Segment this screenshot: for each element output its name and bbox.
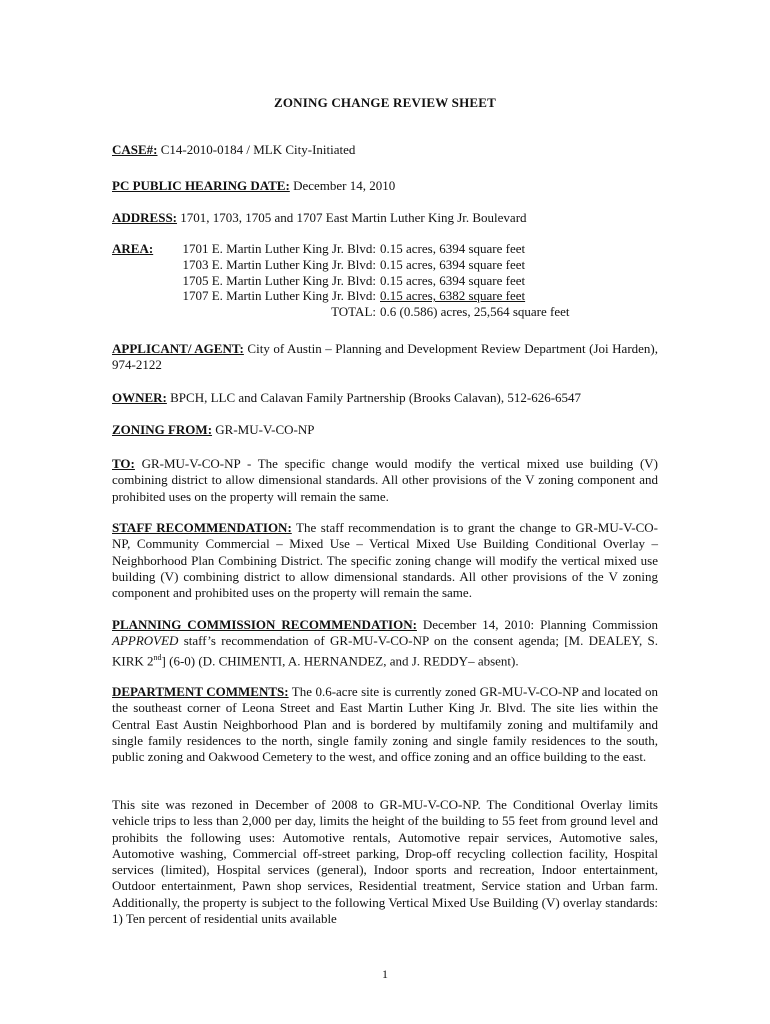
history-paragraph: This site was rezoned in December of 2008 to GR-MU-V-CO-NP. The Conditional Overlay limits vehicle trips to less than 2,000 per day, limits the height of the building to 55 feet from ground level and prohibits the following uses: Automotive rentals, Automotive repair services, Automotive sales, Automotive washing, Commercial off-street parking, Drop-off recycling collection facility, Hospital services (limited), Hospital services (general), Indoor sports and recreation, Indoor entertainment, Outdoor entertainment, Pawn shop services, Residential treatment, Service station and Urban farm. Additionally, the property is subject to the following Vertical Mixed Use Building (V) overlay standards: 1) Ten percent of residential units available	[112, 797, 658, 927]
zoning-from-value: GR-MU-V-CO-NP	[212, 422, 315, 437]
planning-commission-text: ] (6-0) (D. CHIMENTI, A. HERNANDEZ, and J. REDDY– absent).	[161, 652, 519, 668]
staff-recommendation-value: The staff recommendation is to grant the change to GR-MU-V-CO-NP, Community Commercial – Mixed Use – Vertical Mixed Use Building Conditional Overlay – Neighborhood Plan Combining District. The specific zoning change will modify the vertical mixed use building (V) combining district to allow dimensional standards. All other provisions of the V zoning component and prohibited uses on the property will remain the same.	[112, 520, 658, 601]
area-size: 0.15 acres, 6382 square feet	[380, 288, 526, 304]
area-total-value: 0.6 (0.586) acres, 25,564 square feet	[380, 304, 570, 320]
area-address: 1707 E. Martin Luther King Jr. Blvd:	[182, 288, 376, 304]
department-comments-label: DEPARTMENT COMMENTS:	[112, 684, 289, 699]
planning-commission-text: December 14, 2010: Planning Commission	[416, 617, 658, 632]
applicant-paragraph	[112, 341, 658, 374]
case-line	[112, 142, 355, 158]
owner-line	[112, 390, 581, 406]
area-row	[112, 241, 570, 257]
owner-label: OWNER:	[112, 390, 167, 405]
planning-commission-text: staff’s recommendation of GR-MU-V-CO-NP on the consent agenda; [M. DEALEY, S. KIRK 2	[112, 633, 658, 668]
area-size: 0.15 acres, 6394 square feet	[380, 241, 526, 256]
department-comments-paragraph	[112, 684, 658, 765]
applicant-label: APPLICANT/ AGENT:	[112, 341, 244, 356]
hearing-date-value: December 14, 2010	[289, 178, 396, 193]
page-number: 1	[382, 967, 388, 981]
area-label: AREA:	[112, 241, 154, 256]
planning-commission-paragraph	[112, 617, 658, 669]
area-address: 1705 E. Martin Luther King Jr. Blvd:	[182, 272, 376, 288]
area-size: 0.15 acres, 6394 square feet	[380, 256, 526, 272]
ordinal-suffix: nd	[153, 652, 162, 662]
case-label: CASE#:	[112, 142, 158, 157]
area-size: 0.15 acres, 6394 square feet	[380, 272, 526, 288]
area-table	[112, 241, 570, 320]
planning-commission-label: PLANNING COMMISSION RECOMMENDATION:	[112, 617, 417, 632]
hearing-date-line	[112, 178, 395, 194]
approved-text: APPROVED	[112, 633, 179, 649]
department-comments-value: The 0.6-acre site is currently zoned GR-MU-V-CO-NP and located on the southeast corner of Leona Street and East Martin Luther King Jr. Blvd. The site lies within the Central East Austin Neighborhood Plan and is bordered by multifamily zoning and multifamily and single family residences to the north, single family zoning and single family residences to the south, public zoning and Oakwood Cemetery to the west, and office zoning and an office building to the east.	[112, 684, 658, 765]
hearing-date-label: PC PUBLIC HEARING DATE:	[112, 178, 290, 193]
area-address: 1701 E. Martin Luther King Jr. Blvd:	[182, 241, 376, 256]
area-address: 1703 E. Martin Luther King Jr. Blvd:	[182, 256, 376, 272]
case-value: C14-2010-0184 / MLK City-Initiated	[157, 142, 356, 157]
zoning-from-line	[112, 422, 314, 438]
applicant-value: City of Austin – Planning and Development Review Department (Joi Harden), 974-2122	[112, 341, 658, 373]
area-row	[112, 273, 570, 289]
area-row	[112, 288, 570, 304]
address-value: 1701, 1703, 1705 and 1707 East Martin Luther King Jr. Boulevard	[177, 210, 527, 225]
area-row	[112, 257, 570, 273]
to-value: GR-MU-V-CO-NP - The specific change would modify the vertical mixed use building (V) combining district to allow dimensional standards. All other provisions of the V zoning component and prohibited uses on the property will remain the same.	[112, 456, 658, 504]
zoning-from-label: ZONING FROM:	[112, 422, 213, 437]
area-total-row	[112, 304, 570, 320]
address-label: ADDRESS:	[112, 210, 178, 225]
owner-value: BPCH, LLC and Calavan Family Partnership (Brooks Calavan), 512-626-6547	[166, 390, 582, 405]
staff-recommendation-label: STAFF RECOMMENDATION:	[112, 520, 292, 535]
page-title: ZONING CHANGE REVIEW SHEET	[273, 95, 497, 110]
address-line	[112, 210, 527, 226]
to-paragraph	[112, 456, 658, 505]
to-label: TO:	[112, 456, 135, 471]
staff-recommendation-paragraph	[112, 520, 658, 601]
area-total-label: TOTAL:	[331, 304, 376, 320]
